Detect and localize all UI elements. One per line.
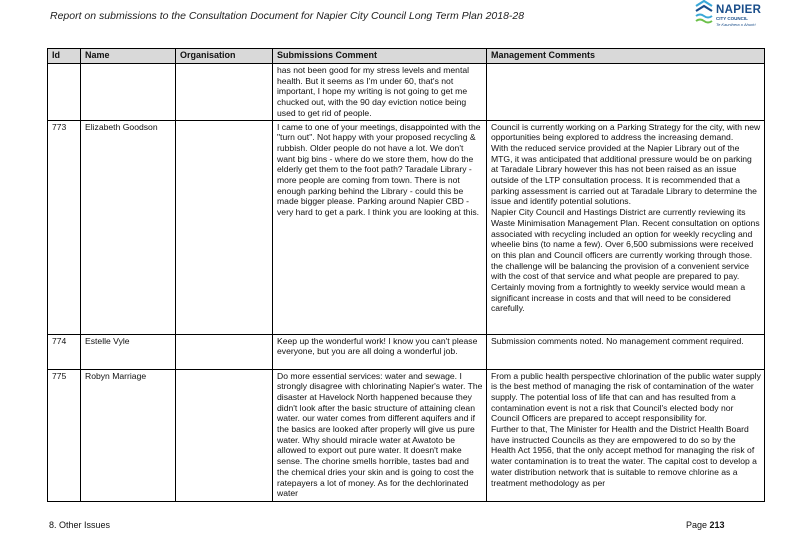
council-logo [694, 0, 789, 30]
cell-id [48, 64, 81, 121]
column-header-management-comments: Management Comments [487, 49, 765, 64]
footer-section: 8. Other Issues [49, 520, 111, 530]
table-row [48, 120, 765, 334]
cell-management [487, 369, 765, 501]
table-header-row [48, 49, 765, 64]
column-header-id: Id [48, 49, 81, 64]
napier-wave-logo-icon [694, 0, 714, 28]
logo-tagline: Te Kaunihera o Ahuriri [716, 22, 756, 27]
footer-page [686, 520, 725, 530]
cell-organisation [176, 120, 273, 334]
cell-name: Elizabeth Goodson [81, 120, 176, 334]
report-title: Report on submissions to the Consultation Document for Napier City Council Long Term Plan 2018-28 [50, 10, 525, 22]
cell-organisation [176, 369, 273, 501]
cell-name: Estelle Vyle [81, 334, 176, 369]
cell-organisation [176, 334, 273, 369]
column-header-submissions-comment: Submissions Comment [273, 49, 487, 64]
column-header-name: Name [81, 49, 176, 64]
cell-submission: I came to one of your meetings, disappointed with the "turn out". Not happy with your proposed recycling & rubbish. Older people do not have a lot. We don't want big bins - where do we store them, how do the elderly get them to the foot path? Taradale Library - more people are coming from town. There is not enough parking behind the Library - could this be made bigger please. Parking around Napier CBD - very hard to get a park. I think you are looking at this. [273, 120, 487, 334]
cell-management [487, 64, 765, 121]
table-row [48, 334, 765, 369]
page-number: 213 [709, 520, 725, 530]
logo-sub: CITY COUNCIL [716, 16, 748, 21]
cell-management: Submission comments noted. No management comment required. [487, 334, 765, 369]
cell-id: 773 [48, 120, 81, 334]
page-label: Page [686, 520, 708, 530]
cell-submission: has not been good for my stress levels and mental health. But it seems as I'm under 60, that's not important, I hope my writing is not going to get me chucked out, with the 90 day eviction notice being used to get rid of people. [273, 64, 487, 121]
cell-submission: Do more essential services: water and sewage. I strongly disagree with chlorinating Napier's water. The disaster at Havelock North happened because they didn't look after the basic structure of attaining clean water. our water comes from different aquifers and if the basics are looked after properly will give us pure water. Why should miracle water at Awatoto be allowed to export out pure water. It doesn't make sense. The chorine smells horrible, tastes bad and the chemical dries your skin and is going to cost the ratepayers a lot of money. As for the dechlorinated water [273, 369, 487, 501]
cell-name: Robyn Marriage [81, 369, 176, 501]
management-text: Council is currently working on a Parking Strategy for the city, with new opportunities being explored to address the increasing demand. With the reduced service provided at the Napier Library out of the MTG, it was anticipated that additional pressure would be on parking at Taradale Library however this has not been raised as an issue outside of the LTP consultation process. It is recommended that a parking assessment is carried out at Taradale Library to determine the issue and identify potential solutions. Napier City Council and Hastings District are currently reviewing its Waste Minimisation Management Plan. Recent consultation on options associated with recycling included an option for weekly recycling and wheelie bins (to name a few). Over 6,500 submissions were received on this plan and Council officers are currently working through those. the challenge will be balancing the provision of a convenient service with the cost of that service and what people are prepared to pay. Certainly moving from a fortnightly to weekly service would mean a significant increase in costs and that will need to be considered carefully. [491, 121, 761, 314]
table-row [48, 64, 765, 121]
cell-organisation [176, 64, 273, 121]
cell-name [81, 64, 176, 121]
column-header-organisation: Organisation [176, 49, 273, 64]
cell-id: 775 [48, 369, 81, 501]
cell-id: 774 [48, 334, 81, 369]
logo-name: NAPIER [716, 4, 762, 16]
management-text: From a public health perspective chlorination of the public water supply is the best method of managing the risk of contamination of the water supply. The potential loss of life that can and has resulted from a contamination event is not a risk that Council's elected body nor Council Officers are prepared to accept responsibility for. Further to that, The Minister for Health and the District Health Board have instructed Councils as they are empowered to do so by the Health Act 1956, that the only accept method for managing the risk of water contamination is to treat the water. The capital cost to develop a water distribution network that is suitable to remove chlorine as a treatment methodology as per [491, 370, 761, 488]
cell-submission: Keep up the wonderful work! I know you can't please everyone, but you are all doing a wonderful job. [273, 334, 487, 369]
submissions-table [47, 48, 765, 502]
cell-management [487, 120, 765, 334]
table-row [48, 369, 765, 501]
